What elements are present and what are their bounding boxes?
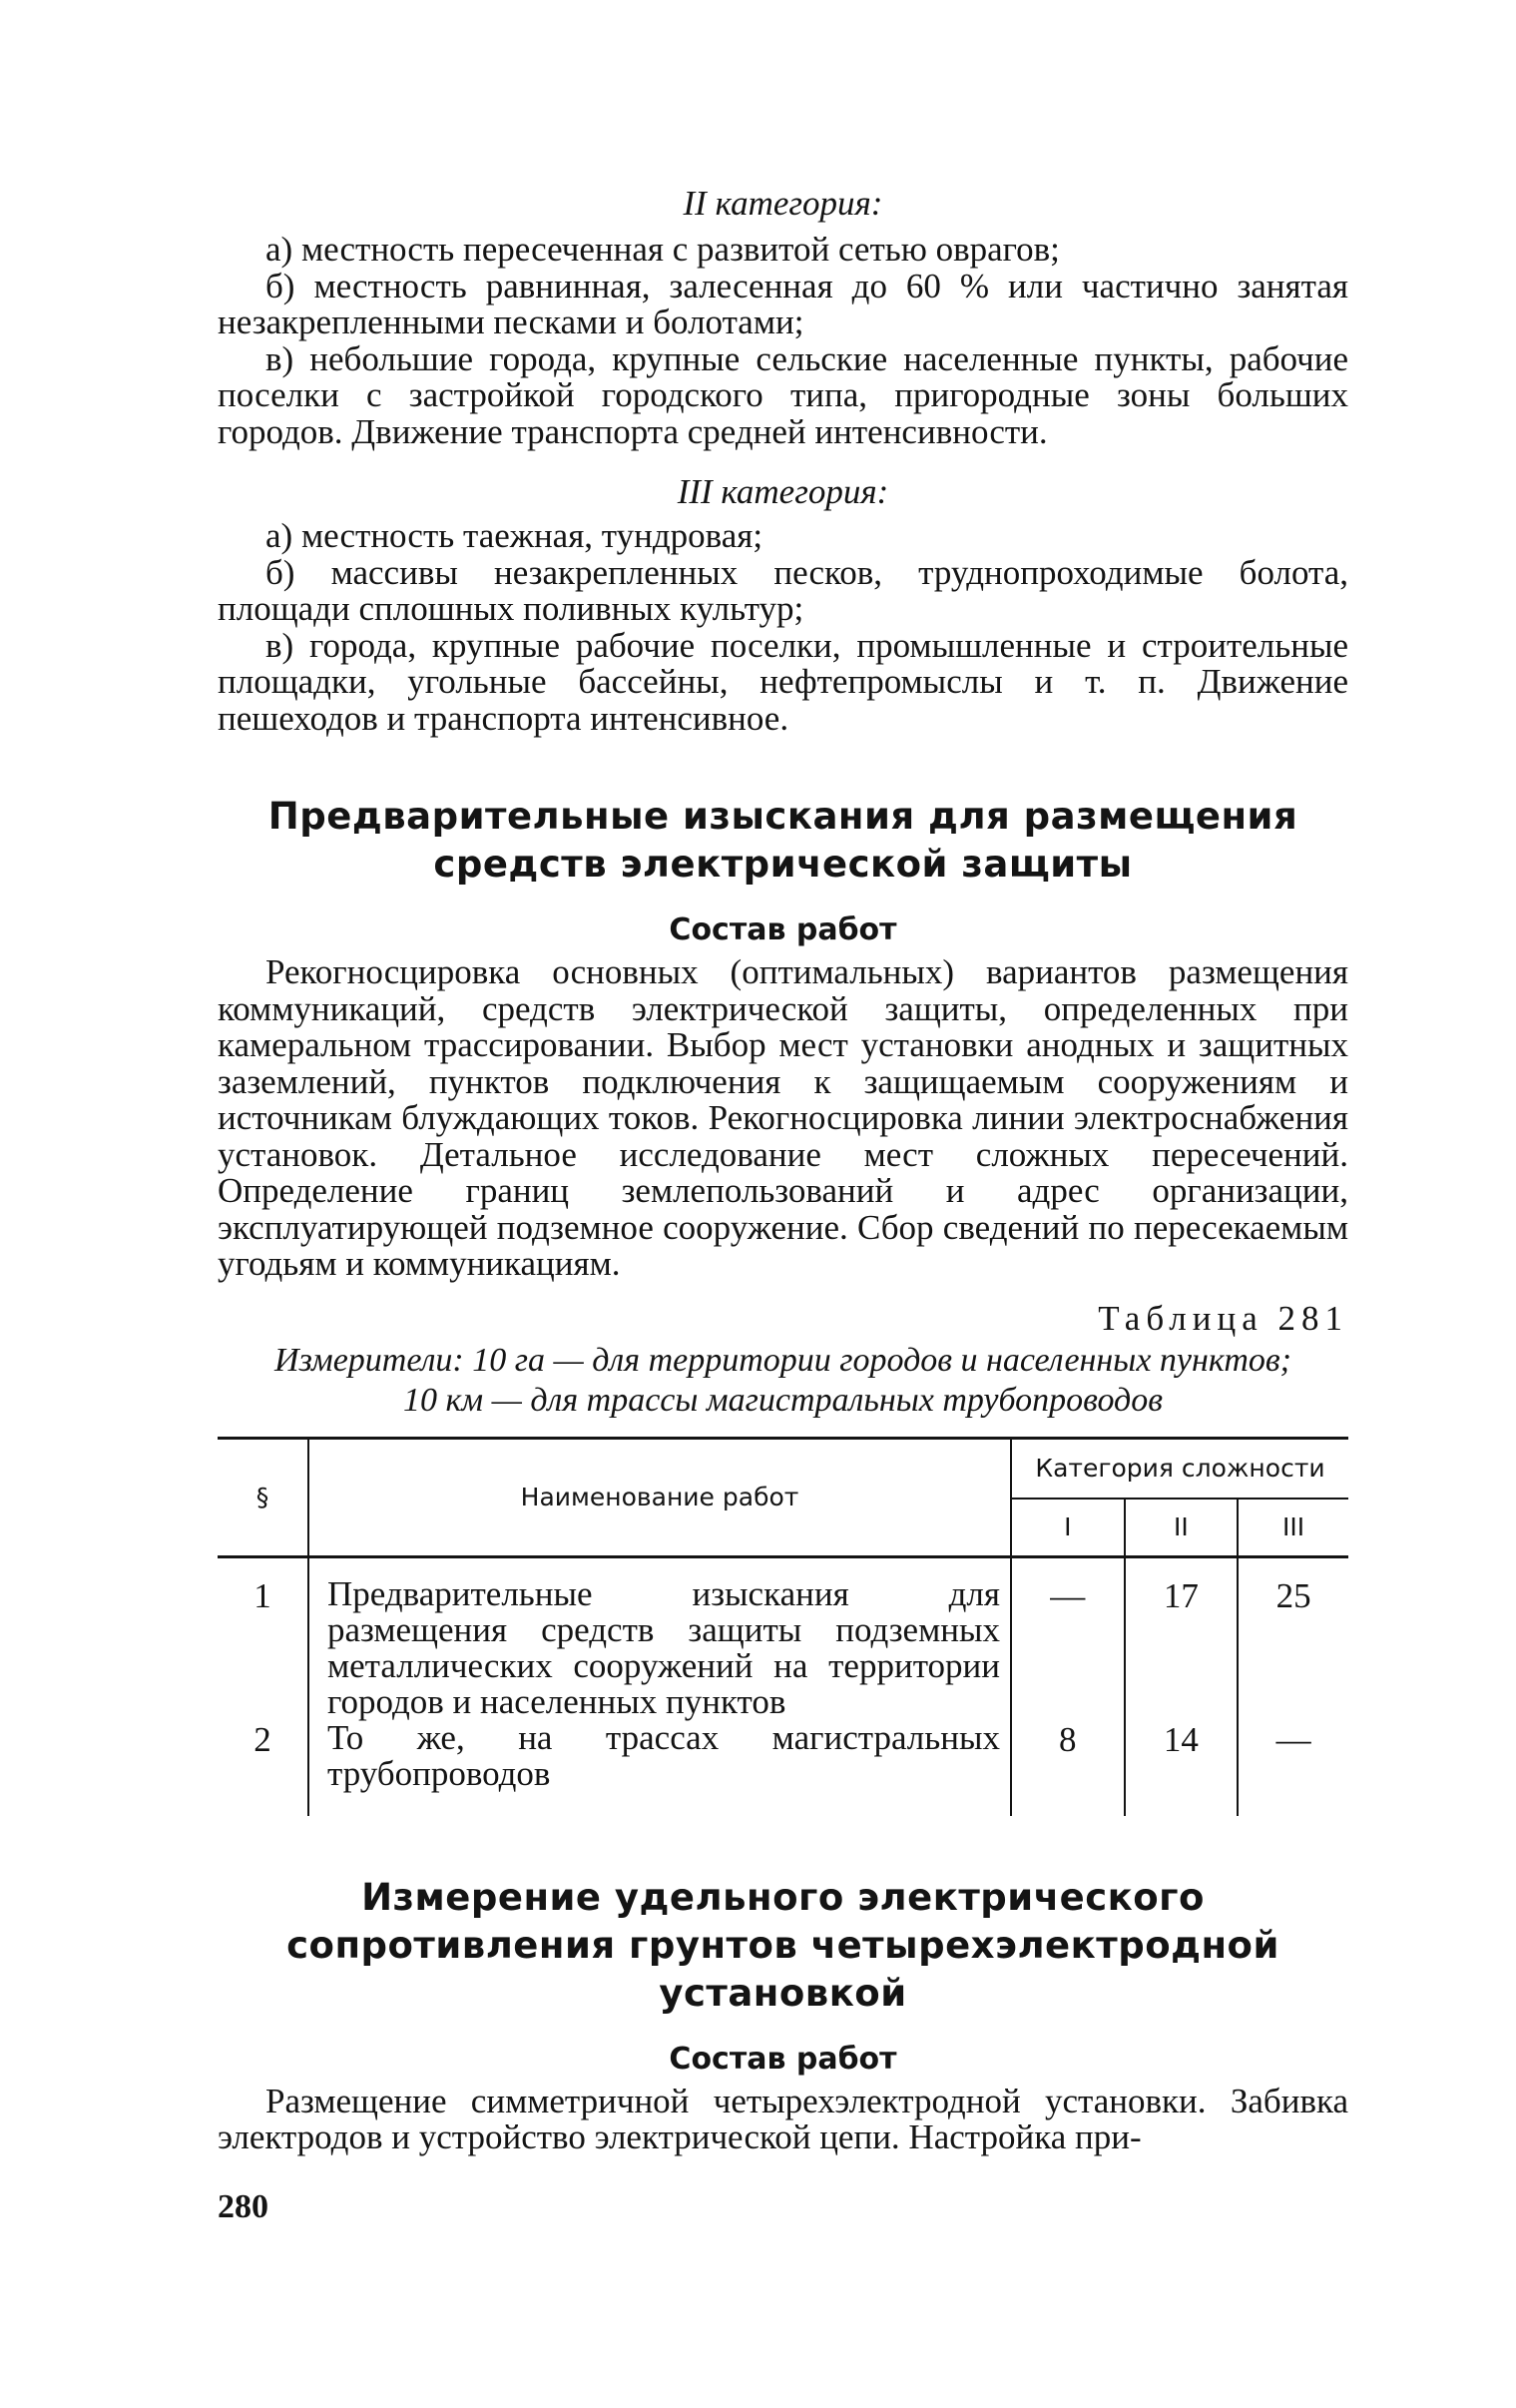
header-category-1: I bbox=[1064, 1512, 1072, 1541]
category-iii-title: III категория: bbox=[677, 472, 889, 511]
section-2-subheading: Состав работ bbox=[669, 2041, 897, 2077]
table-measure-line-1: Измерители: 10 га — для территории городов и населенных пунктов; bbox=[274, 1341, 1291, 1379]
table-row bbox=[218, 1556, 1348, 1720]
row-value-category-1: — bbox=[1050, 1575, 1086, 1615]
category-ii-block bbox=[218, 182, 1348, 450]
header-category-3: III bbox=[1282, 1512, 1305, 1541]
section-1-heading: Предварительные изыскания для размещения средств электрической защиты bbox=[267, 795, 1298, 886]
table-row bbox=[218, 1720, 1348, 1816]
row-value-category-2: 17 bbox=[1125, 1556, 1239, 1720]
table-measure-line-2: 10 км — для трассы магистральных трубопроводов bbox=[403, 1381, 1163, 1419]
text-column bbox=[218, 182, 1348, 2156]
section-2-text: Размещение симметричной четырехэлектродной установки. Забивка электродов и устройство электрической цепи. Настройка при- bbox=[218, 2081, 1348, 2156]
row-value-category-1: 8 bbox=[1059, 1719, 1077, 1759]
row-value-category-3: — bbox=[1275, 1719, 1311, 1759]
row-value-category-3: 25 bbox=[1275, 1575, 1311, 1615]
table-number: Таблица 281 bbox=[1098, 1298, 1348, 1338]
section-2-heading: Измерение удельного электрического сопротивления грунтов четырехэлектродной установкой bbox=[286, 1875, 1279, 2015]
row-work-name: То же, на трассах магистральных трубопроводов bbox=[308, 1720, 1011, 1816]
category-iii-item-a: а) местность таежная, тундровая; bbox=[265, 516, 763, 555]
category-ii-item-a: а) местность пересеченная с развитой сетью оврагов; bbox=[265, 230, 1060, 269]
header-category-2: II bbox=[1125, 1499, 1239, 1557]
header-work-name: Наименование работ bbox=[308, 1438, 1011, 1556]
section-1-subheading: Состав работ bbox=[669, 912, 897, 947]
row-work-name: Предварительные изыскания для размещения средств защиты подземных металлических сооружений на территории городов и населенных пунктов bbox=[308, 1556, 1011, 1720]
category-ii-title: II категория: bbox=[683, 184, 883, 223]
category-iii-item-c: в) города, крупные рабочие поселки, промышленные и строительные площадки, угольные бассейны, нефтепромыслы и т. п. Движение пешеходов и транспорта интенсивное. bbox=[218, 625, 1348, 738]
category-iii-block bbox=[218, 470, 1348, 737]
row-number: 2 bbox=[253, 1719, 271, 1759]
works-table bbox=[218, 1437, 1348, 1816]
category-ii-item-b: б) местность равнинная, залесенная до 60 % или частично занятая незакрепленными песками и болотами; bbox=[218, 266, 1348, 341]
header-complexity-category: Категория сложности bbox=[1011, 1438, 1348, 1499]
row-number: 1 bbox=[253, 1575, 271, 1615]
section-1-text: Рекогносцировка основных (оптимальных) вариантов размещения коммуникаций, средств электрической защиты, определенных при камеральном трассировании. Выбор мест установки анодных и защитных заземлений, пунктов подключения к защищаемым сооружениям и источникам блуждающих токов. Рекогносцировка линии электроснабжения установок. Детальное исследование мест сложных пересечений. Определение границ землепользований и адрес организации, эксплуатирующей подземное сооружение. Сбор сведений по пересекаемым угодьям и коммуникациям. bbox=[218, 952, 1348, 1283]
page-number: 280 bbox=[218, 2188, 268, 2225]
row-value-category-2: 14 bbox=[1125, 1720, 1239, 1816]
category-ii-item-c: в) небольшие города, крупные сельские населенные пункты, рабочие поселки с застройкой городского типа, пригородные зоны больших городов. Движение транспорта средней интенсивности. bbox=[218, 338, 1348, 451]
category-iii-item-b: б) массивы незакрепленных песков, труднопроходимые болота, площади сплошных поливных культур; bbox=[218, 552, 1348, 628]
header-section-number: § bbox=[255, 1483, 269, 1511]
